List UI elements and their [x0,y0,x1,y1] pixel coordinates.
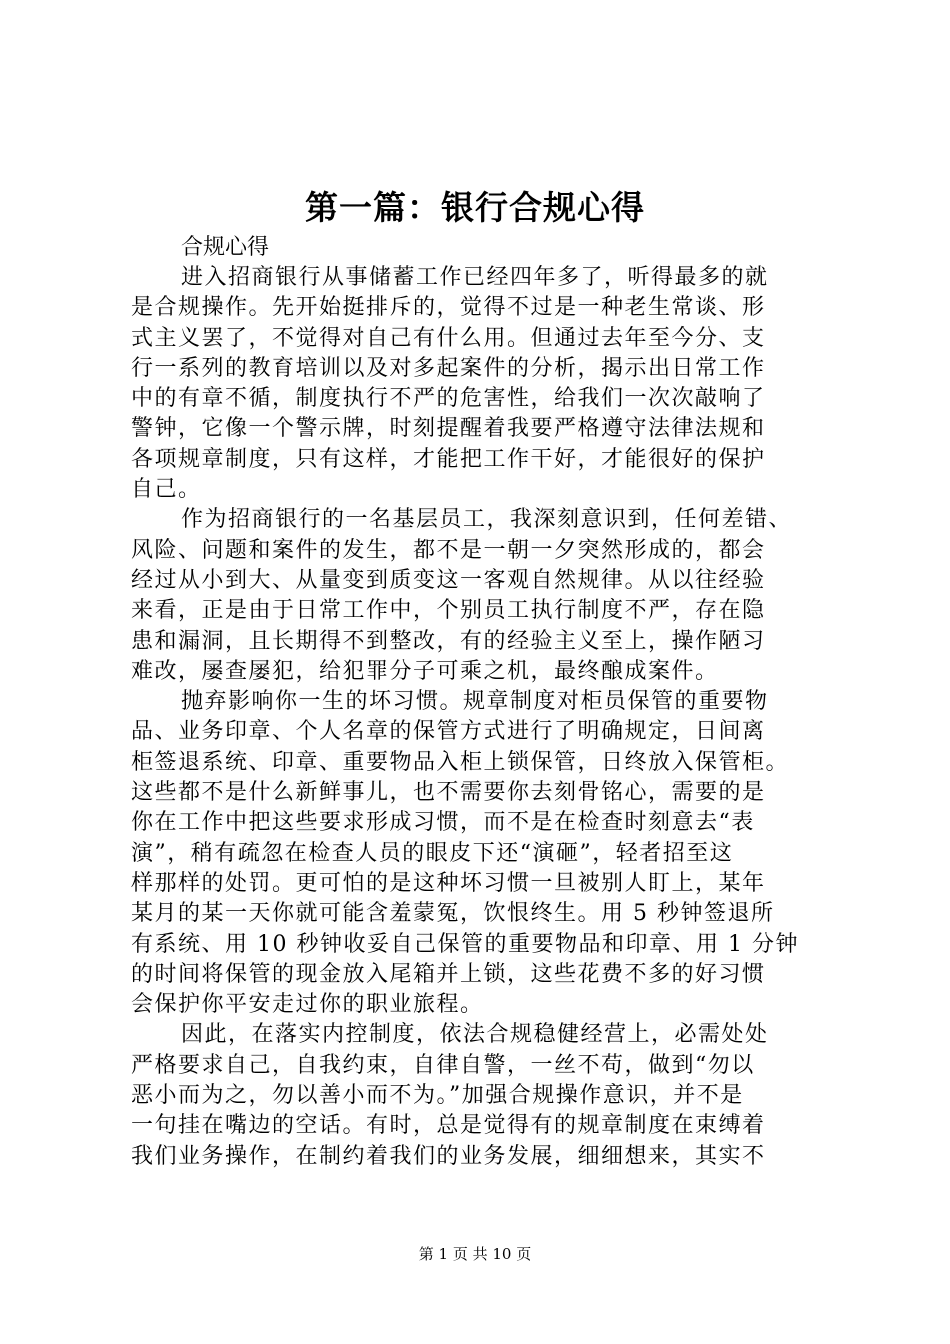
paragraph-line: 品、业务印章、个人名章的保管方式进行了明确规定，日间离 [131,719,766,745]
paragraph-line: 风险、问题和案件的发生，都不是一朝一夕突然形成的，都会 [131,537,766,563]
paragraph-line: 样那样的处罚。更可怕的是这种坏习惯一旦被别人盯上，某年 [131,870,766,896]
paragraph-line: 经过从小到大、从量变到质变这一客观自然规律。从以往经验 [131,567,766,593]
paragraph-line: 式主义罢了，不觉得对自己有什么用。但通过去年至今分、支 [131,325,766,351]
paragraph-line: 我们业务操作，在制约着我们的业务发展，细细想来，其实不 [131,1143,766,1169]
paragraph-line: 抛弃影响你一生的坏习惯。规章制度对柜员保管的重要物 [181,689,769,715]
paragraph-line: 行一系列的教育培训以及对多起案件的分析，揭示出日常工作 [131,355,766,381]
paragraph-1 [131,263,831,505]
paragraph-line: 有系统、用 10 秒钟收妥自己保管的重要物品和印章、用 1 分钟 [131,931,799,957]
paragraph-line: 会保护你平安走过你的职业旅程。 [131,992,484,1018]
paragraph-line: 一句挂在嘴边的空话。有时，总是觉得有的规章制度在束缚着 [131,1113,766,1139]
paragraph-line: 严格要求自己，自我约束，自律自警，一丝不苟，做到“勿以 [131,1052,755,1078]
paragraph-line: 各项规章制度，只有这样，才能把工作干好，才能很好的保护 [131,446,766,472]
paragraph-line: 自己。 [131,477,202,503]
paragraph-line: 进入招商银行从事储蓄工作已经四年多了，听得最多的就 [181,265,769,290]
paragraph-line: 患和漏洞，且长期得不到整改，有的经验主义至上，操作陋习 [131,628,766,654]
paragraph-line: 的时间将保管的现金放入尾箱并上锁，这些花费不多的好习惯 [131,961,766,987]
paragraph-line: 恶小而为之，勿以善小而不为。”加强合规操作意识，并不是 [131,1083,744,1109]
paragraph-4 [131,1020,831,1171]
paragraph-line: 中的有章不循，制度执行不严的危害性，给我们一次次敲响了 [131,386,766,412]
paragraph-line: 因此，在落实内控制度，依法合规稳健经营上，必需处处 [181,1022,769,1048]
paragraph-line: 柜签退系统、印章、重要物品入柜上锁保管，日终放入保管柜。 [131,749,790,775]
page-number-footer: 第 1 页 共 10 页 [418,1245,532,1263]
paragraph-line: 某月的某一天你就可能含羞蒙冤，饮恨终生。用 5 秒钟签退所 [131,901,775,927]
paragraph-line: 这些都不是什么新鲜事儿，也不需要你去刻骨铭心，需要的是 [131,780,766,806]
paragraph-line: 演”，稍有疏忽在检查人员的眼皮下还“演砸”，轻者招至这 [131,840,734,866]
paragraph-line: 作为招商银行的一名基层员工，我深刻意识到，任何差错、 [181,507,793,533]
paragraph-line: 来看，正是由于日常工作中，个别员工执行制度不严，存在隐 [131,598,766,624]
paragraph-line: 警钟，它像一个警示牌，时刻提醒着我要严格遵守法律法规和 [131,416,766,442]
subheading: 合规心得 [181,235,270,260]
paragraph-2 [131,505,831,687]
document-body [131,233,831,1172]
paragraph-3 [131,687,831,1020]
paragraph-line: 难改，屡查屡犯，给犯罪分子可乘之机，最终酿成案件。 [131,658,719,684]
paragraph-line: 是合规操作。先开始挺排斥的，觉得不过是一种老生常谈、形 [131,295,766,321]
paragraph-line: 你在工作中把这些要求形成习惯，而不是在检查时刻意去“表 [131,810,755,836]
document-title: 第一篇：银行合规心得 [305,188,645,227]
